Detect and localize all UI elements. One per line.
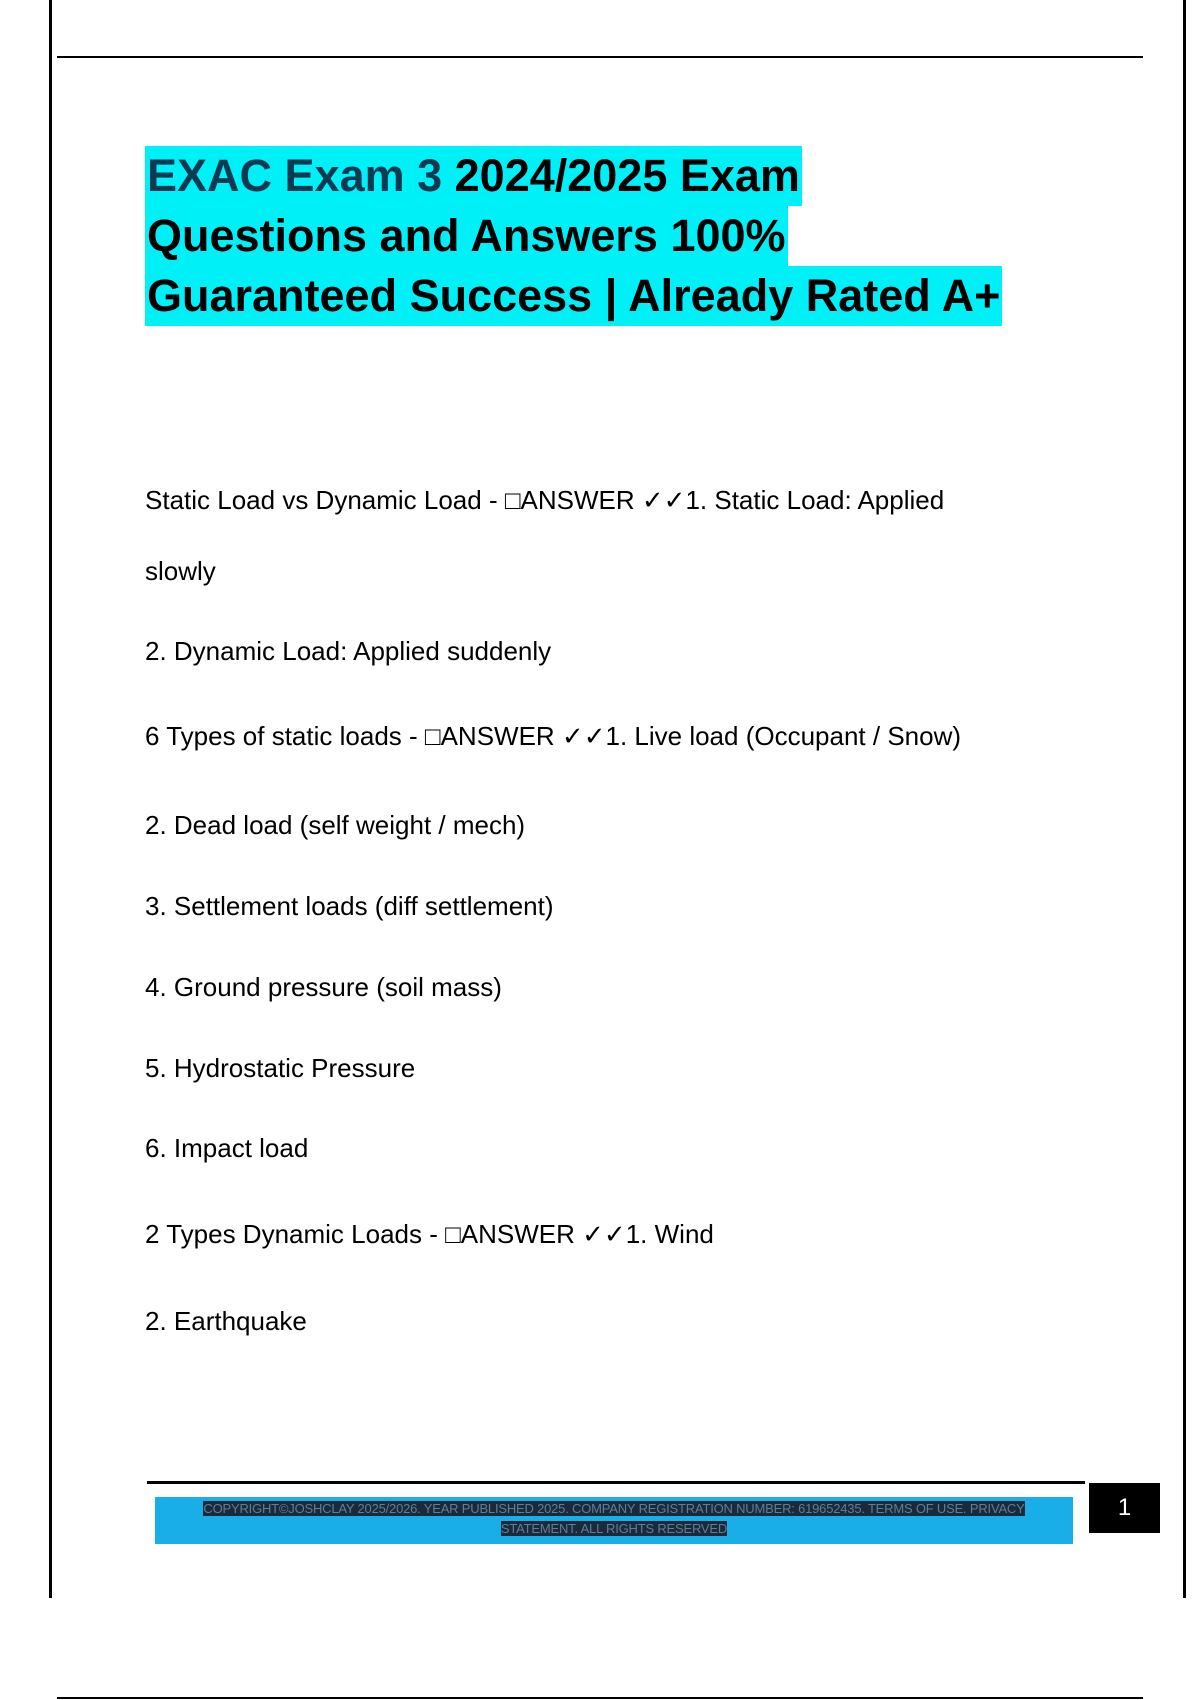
title-line-1-part-2: 2024/2025 Exam — [442, 150, 800, 201]
answer-line: 5. Hydrostatic Pressure — [145, 1053, 416, 1083]
copyright-line-1: COPYRIGHT©JOSHCLAY 2025/2026. YEAR PUBLISHED 2025. COMPANY REGISTRATION NUMBER: 619652435. TERMS OF USE. PRIVACY — [203, 1501, 1025, 1516]
answer-line: 4. Ground pressure (soil mass) — [145, 972, 502, 1002]
header-rule — [57, 56, 1143, 58]
footer-rule — [147, 1481, 1085, 1484]
answer-line: 2. Dead load (self weight / mech) — [145, 810, 526, 840]
title-line-1 — [145, 146, 802, 206]
qa-item-static-load-types: 6 Types of static loads - □ANSWER ✓✓1. Live load (Occupant / Snow) — [145, 721, 962, 751]
answer-line: 2. Dynamic Load: Applied suddenly — [145, 636, 552, 666]
title-line-2: Questions and Answers 100% — [145, 206, 788, 266]
page-frame-right — [1183, 0, 1186, 1598]
copyright-line-2: STATEMENT. ALL RIGHTS RESERVED — [500, 1521, 728, 1536]
bottom-rule — [57, 1697, 1143, 1699]
title-line-1-part-1: EXAC Exam 3 — [147, 150, 443, 201]
document-title — [145, 146, 1002, 326]
qa-item-continuation: slowly — [145, 556, 216, 586]
page-frame-left — [49, 0, 52, 1598]
qa-item-static-vs-dynamic: Static Load vs Dynamic Load - □ANSWER ✓✓1. Static Load: Applied — [145, 485, 945, 515]
answer-line: 6. Impact load — [145, 1133, 309, 1163]
title-line-3: Guaranteed Success | Already Rated A+ — [145, 266, 1002, 326]
answer-line: 3. Settlement loads (diff settlement) — [145, 891, 554, 921]
copyright-footer — [155, 1497, 1073, 1544]
answer-line: 2. Earthquake — [145, 1306, 307, 1336]
qa-item-dynamic-load-types: 2 Types Dynamic Loads - □ANSWER ✓✓1. Wind — [145, 1219, 714, 1249]
page-number: 1 — [1089, 1483, 1160, 1533]
